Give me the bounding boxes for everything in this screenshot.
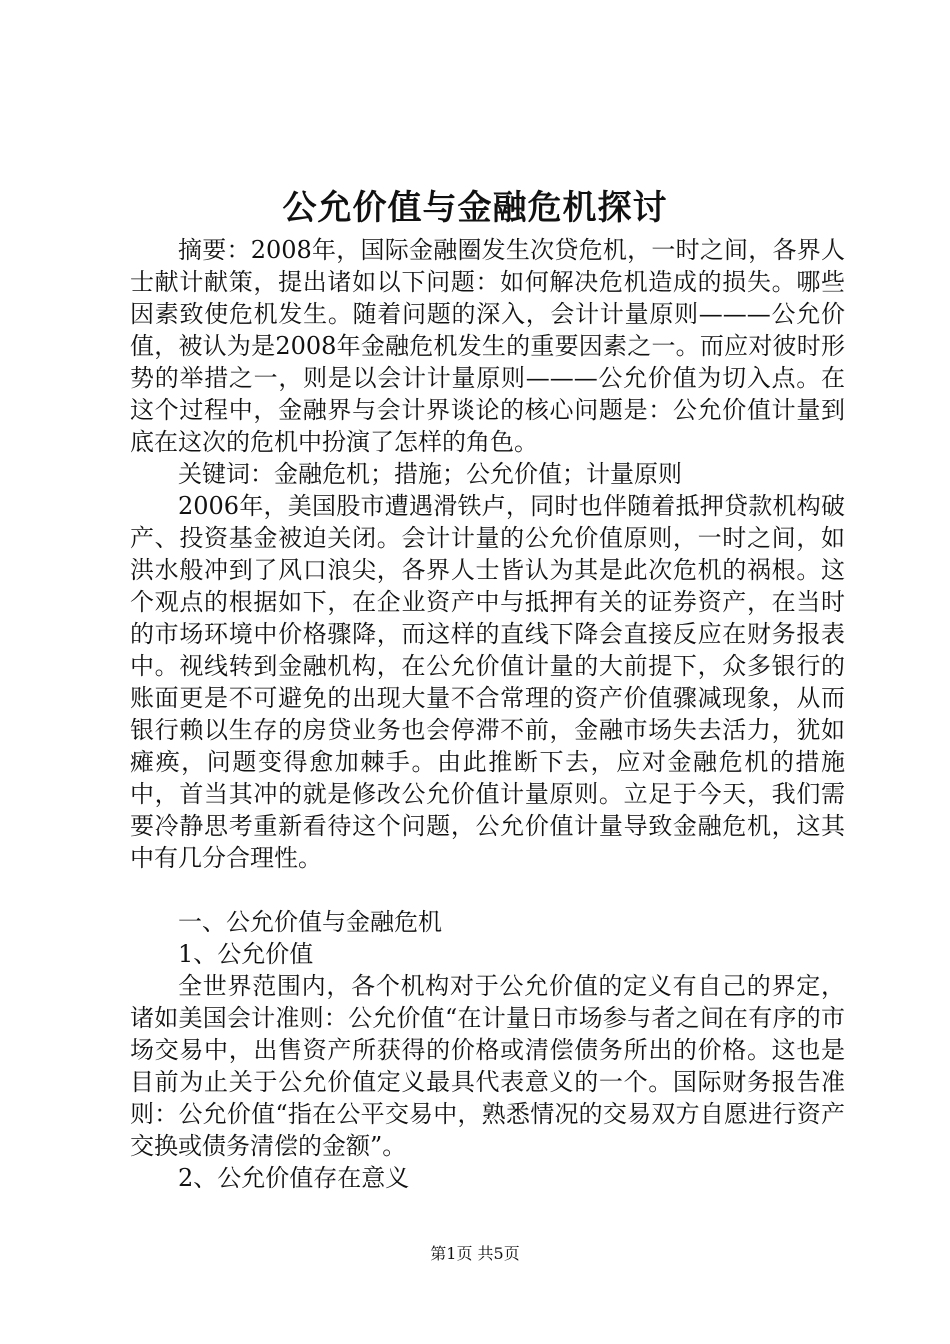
document-title: 公允价值与金融危机探讨 bbox=[282, 188, 668, 228]
intro-paragraph: 2006年，美国股市遭遇滑铁卢，同时也伴随着抵押贷款机构破产、投资基金被迫关闭。会计计量的公允价值原则，一时之间，如洪水般冲到了风口浪尖，各界人士皆认为其是此次危机的祸根。这个观点的根据如下，在企业资产中与抵押有关的证券资产，在当时的市场环境中价格骤降，而这样的直线下降会直接反应在财务报表中。视线转到金融机构，在公允价值计量的大前提下，众多银行的账面更是不可避免的出现大量不合常理的资产价值骤减现象，从而银行赖以生存的房贷业务也会停滞不前，金融市场失去活力，犹如瘫痪，问题变得愈加棘手。由此推断下去，应对金融危机的措施中，首当其冲的就是修改公允价值计量原则。立足于今天，我们需要冷静思考重新看待这个问题，公允价值计量导致金融危机，这其中有几分合理性。 bbox=[130, 492, 845, 872]
subsection-heading: 2、公允价值存在意义 bbox=[178, 1164, 410, 1192]
section-heading: 一、公允价值与金融危机 bbox=[178, 908, 442, 936]
keywords-paragraph: 关键词：金融危机；措施；公允价值；计量原则 bbox=[178, 460, 682, 488]
abstract-paragraph: 摘要：2008年，国际金融圈发生次贷危机，一时之间，各界人士献计献策，提出诸如以下问题：如何解决危机造成的损失。哪些因素致使危机发生。随着问题的深入，会计计量原则———公允价值，被认为是2008年金融危机发生的重要因素之一。而应对彼时形势的举措之一，则是以会计计量原则———公允价值为切入点。在这个过程中，金融界与会计界谈论的核心问题是：公允价值计量到底在这次的危机中扮演了怎样的角色。 bbox=[130, 236, 845, 456]
document-body bbox=[130, 234, 845, 1194]
page-number: 第1页 共5页 bbox=[430, 1244, 520, 1263]
subsection-heading: 1、公允价值 bbox=[178, 940, 314, 968]
definition-paragraph: 全世界范围内，各个机构对于公允价值的定义有自己的界定，诸如美国会计准则：公允价值“在计量日市场参与者之间在有序的市场交易中，出售资产所获得的价格或清偿债务所出的价格。这也是目前为止关于公允价值定义最具代表意义的一个。国际财务报告准则：公允价值“指在公平交易中，熟悉情况的交易双方自愿进行资产交换或债务清偿的金额”。 bbox=[130, 972, 845, 1160]
